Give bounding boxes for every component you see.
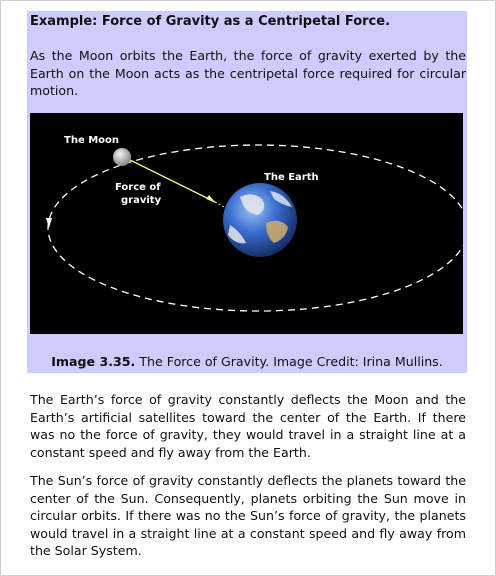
- moon-label: The Moon: [64, 135, 120, 146]
- paragraph-earth-gravity: The Earth’s force of gravity constantly deflects the Moon and the Earth’s artificial satellites toward the center of the Earth. If there was no the force of gravity, they would travel in a straight line at a constant speed and fly away from the Earth.: [30, 392, 466, 460]
- paragraph-sun-gravity: The Sun’s force of gravity constantly deflects the planets toward the center of the Sun. Consequently, planets orbiting the Sun move in circular orbits. If there was no the Sun’s force of gravity, the planets would travel in a straight line at a constant speed and fly away from the Solar System.: [30, 473, 466, 558]
- figure-caption: [27, 353, 467, 370]
- force-label-line1: Force of: [115, 182, 161, 193]
- caption-text: The Force of Gravity. Image Credit: Irina Mullins.: [135, 354, 443, 369]
- gravity-figure: [30, 113, 463, 334]
- earth-label: The Earth: [264, 172, 319, 183]
- moon-icon: [113, 148, 131, 166]
- force-label-line2: gravity: [121, 195, 162, 206]
- caption-label: Image 3.35.: [51, 354, 136, 369]
- earth-icon: [223, 183, 297, 257]
- gravity-diagram: [30, 113, 463, 334]
- example-title: Example: Force of Gravity as a Centripetal Force.: [30, 14, 391, 29]
- example-body: As the Moon orbits the Earth, the force of gravity exerted by the Earth on the Moon acts as the centripetal force required for circular motion.: [30, 48, 466, 98]
